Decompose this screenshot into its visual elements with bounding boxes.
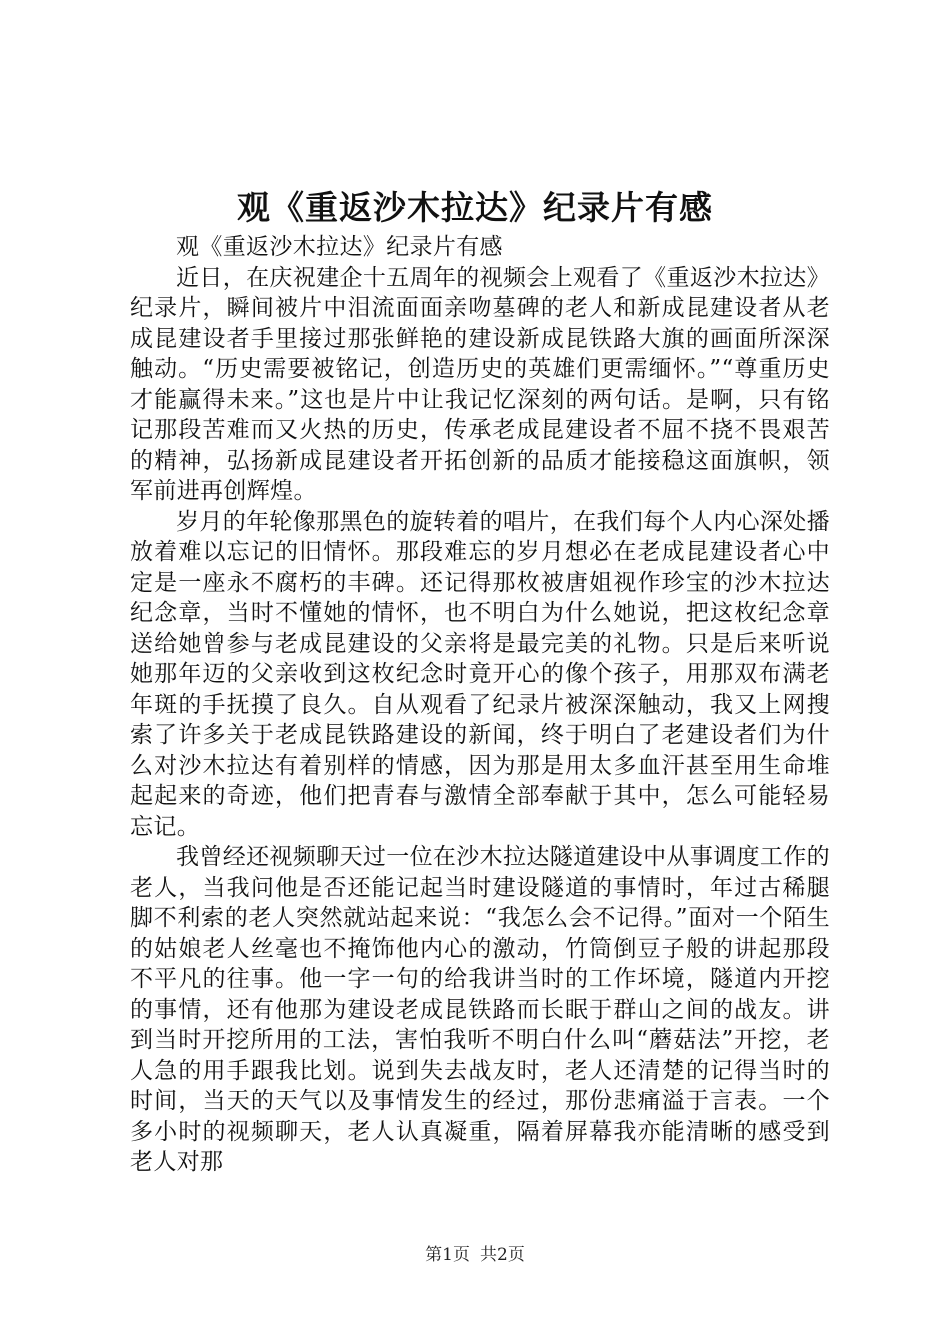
paragraph: 岁月的年轮像那黑色的旋转着的唱片，在我们每个人内心深处播放着难以忘记的旧情怀。那段难忘的岁月想必在老成昆建设者心中定是一座永不腐朽的丰碑。还记得那枚被唐姐视作珍宝的沙木拉达纪念章，当时不懂她的情怀，也不明白为什么她说，把这枚纪念章送给她曾参与老成昆建设的父亲将是最完美的礼物。只是后来听说她那年迈的父亲收到这枚纪念时竟开心的像个孩子，用那双布满老年斑的手抚摸了良久。自从观看了纪录片被深深触动，我又上网搜索了许多关于老成昆铁路建设的新闻，终于明白了老建设者们为什么对沙木拉达有着别样的情感，因为那是用太多血汗甚至用生命堆起起来的奇迹，他们把青春与激情全部奉献于其中，怎么可能轻易忘记。 [130,508,830,840]
document-title: 观《重返沙木拉达》纪录片有感 [237,188,713,227]
paragraph: 观《重返沙木拉达》纪录片有感 [176,234,503,260]
paragraph: 近日，在庆祝建企十五周年的视频会上观看了《重返沙木拉达》纪录片，瞬间被片中泪流面面亲吻墓碑的老人和新成昆建设者从老成昆建设者手里接过那张鲜艳的建设新成昆铁路大旗的画面所深深触动。“历史需要被铭记，创造历史的英雄们更需缅怀。”“尊重历史才能赢得未来。”这也是片中让我记忆深刻的两句话。是啊，只有铭记那段苦难而又火热的历史，传承老成昆建设者不屈不挠不畏艰苦的精神，弘扬新成昆建设者开拓创新的品质才能接稳这面旗帜，领军前进再创辉煌。 [130,264,830,504]
page-footer [0,1244,950,1266]
paragraph: 我曾经还视频聊天过一位在沙木拉达隧道建设中从事调度工作的老人，当我问他是否还能记起当时建设隧道的事情时，年过古稀腿脚不利索的老人突然就站起来说：“我怎么会不记得。”面对一个陌生的姑娘老人丝毫也不掩饰他内心的激动，竹筒倒豆子般的讲起那段不平凡的往事。他一字一句的给我讲当时的工作坏境，隧道内开挖的事情，还有他那为建设老成昆铁路而长眠于群山之间的战友。讲到当时开挖所用的工法，害怕我听不明白什么叫“蘑菇法”开挖，老人急的用手跟我比划。说到失去战友时，老人还清楚的记得当时的时间，当天的天气以及事情发生的经过，那份悲痛溢于言表。一个多小时的视频聊天，老人认真凝重，隔着屏幕我亦能清晰的感受到老人对那 [130,844,830,1175]
page-number: 第1页 [425,1245,470,1265]
document-body [130,232,830,1178]
page-total: 共2页 [480,1245,525,1265]
